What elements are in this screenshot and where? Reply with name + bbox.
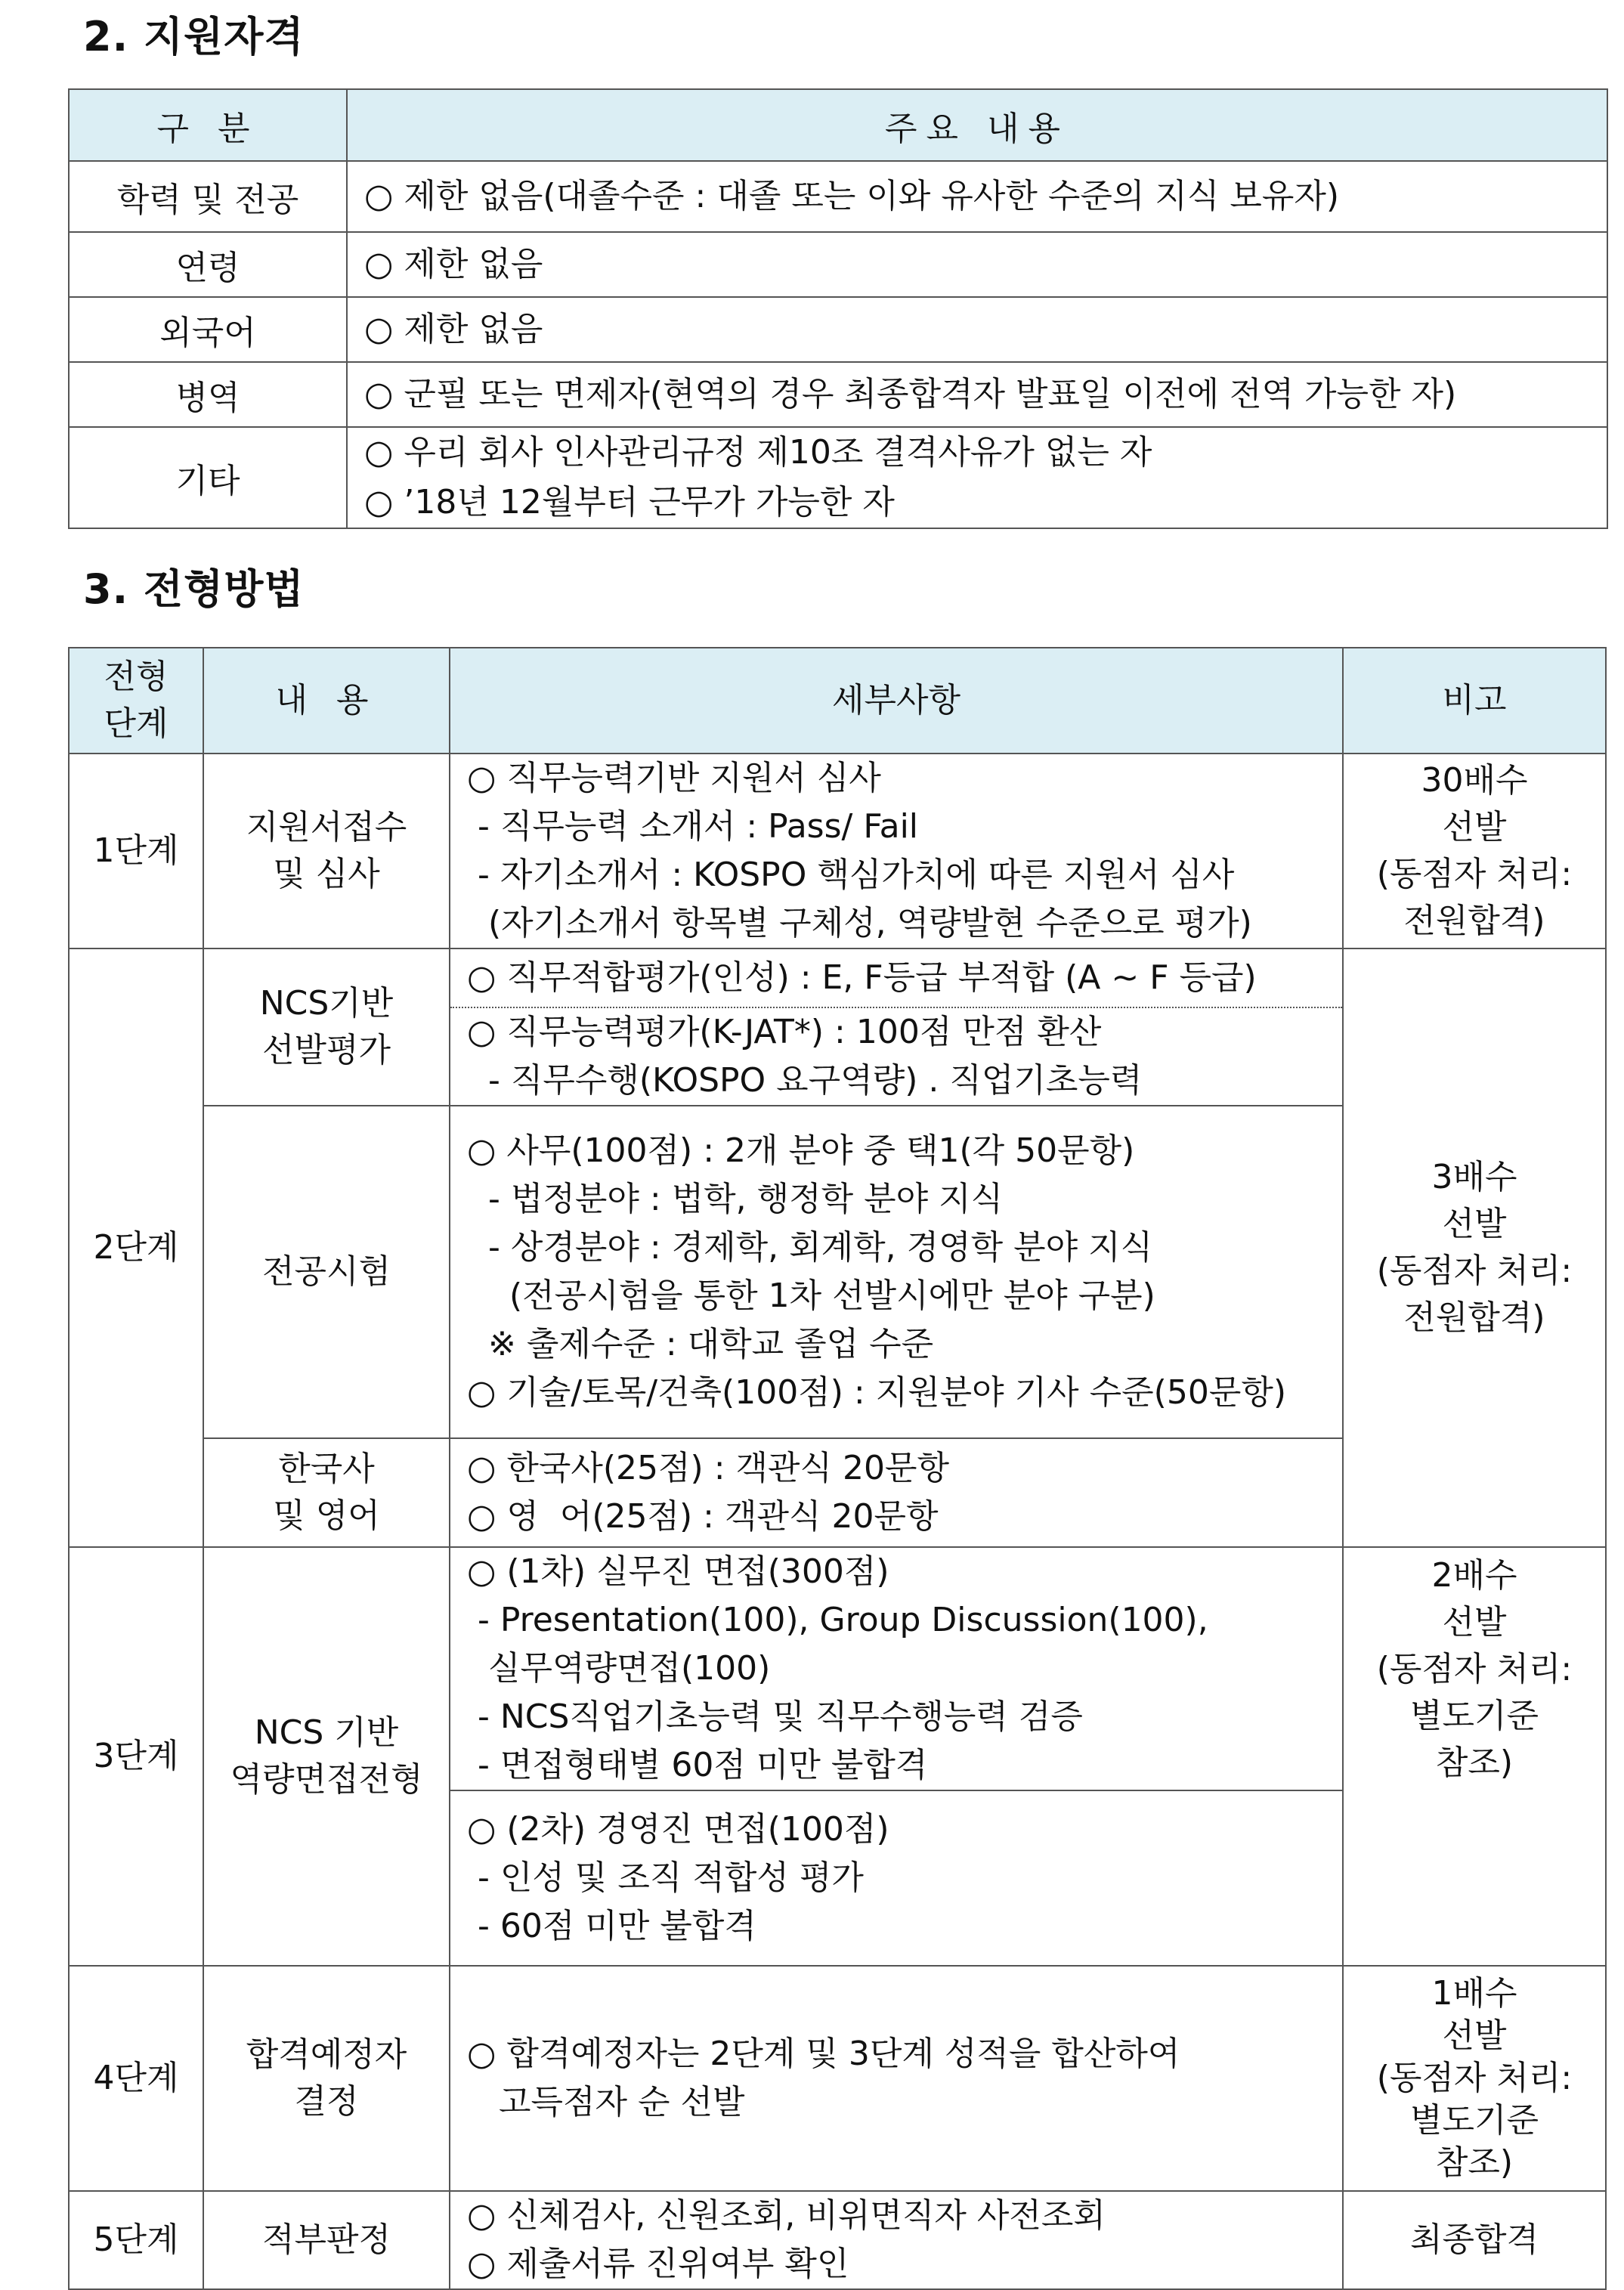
- stage-detail: [450, 2191, 1343, 2289]
- stage-content: [203, 1966, 450, 2191]
- note-line: 참조): [1435, 2143, 1514, 2182]
- row-content: [347, 362, 1607, 427]
- note-line: 선발: [1442, 2016, 1507, 2055]
- row-category: 기타: [69, 427, 347, 528]
- header-content: 내 용: [203, 648, 450, 754]
- header-stage-line: 단계: [104, 704, 169, 743]
- row-content: [347, 161, 1607, 232]
- stage-content: [203, 1106, 450, 1438]
- detail-line: - 면접형태별 60점 미만 불합격: [467, 1746, 928, 1784]
- stage-detail: [450, 1007, 1343, 1106]
- stage-content: [203, 1547, 450, 1966]
- detail-line: 실무역량면접(100): [467, 1649, 771, 1688]
- stage-detail: [450, 1966, 1343, 2191]
- note-line: 2배수: [1431, 1555, 1517, 1595]
- row-content: [347, 297, 1607, 362]
- content-line: NCS 기반: [254, 1713, 399, 1752]
- table-header-row: [69, 89, 1607, 161]
- detail-line: - NCS직업기초능력 및 직무수행능력 검증: [467, 1697, 1083, 1736]
- table-row-stage1: [69, 754, 1606, 948]
- note-line: (동점자 처리:: [1376, 855, 1573, 893]
- content-line: 적부판정: [261, 2220, 391, 2259]
- table-row-stage5: [69, 2191, 1606, 2289]
- table-row-stage2-ncs-a: [69, 948, 1606, 1007]
- detail-line: ○ 합격예정자는 2단계 및 3단계 성적을 합산하여: [467, 2035, 1180, 2073]
- header-detail: 세부사항: [450, 648, 1343, 754]
- note-line: 전원합격): [1403, 1298, 1545, 1337]
- stage-detail: [450, 1106, 1343, 1438]
- detail-line: - 60점 미만 불합격: [467, 1907, 756, 1945]
- detail-line: (자기소개서 항목별 구체성, 역량발현 수준으로 평가): [467, 904, 1252, 942]
- detail-line: - 인성 및 조직 적합성 평가: [467, 1858, 864, 1897]
- stage-label: 3단계: [69, 1547, 203, 1966]
- note-line: 30배수: [1421, 761, 1528, 800]
- row-category: 외국어: [69, 297, 347, 362]
- stage-detail: [450, 1547, 1343, 1790]
- note-line: 1배수: [1431, 1974, 1517, 2013]
- content-line: 지원서접수: [246, 808, 407, 846]
- stage-label: 1단계: [69, 754, 203, 948]
- detail-line: ○ (2차) 경영진 면접(100점): [467, 1810, 889, 1849]
- stage-content: [203, 2191, 450, 2289]
- header-content: 주요 내용: [347, 89, 1607, 161]
- stage-note: [1343, 2191, 1606, 2289]
- note-line: 참조): [1435, 1743, 1514, 1782]
- stage-label: 2단계: [69, 948, 203, 1547]
- table-row-stage4: [69, 1966, 1606, 2191]
- content-line: ○ 제한 없음(대졸수준 : 대졸 또는 이와 유사한 수준의 지식 보유자): [364, 177, 1340, 215]
- detail-line: - 자기소개서 : KOSPO 핵심가치에 따른 지원서 심사: [467, 856, 1235, 894]
- content-line: ○ 우리 회사 인사관리규정 제10조 결격사유가 없는 자: [364, 433, 1152, 472]
- stage-detail: [450, 1790, 1343, 1966]
- row-content: [347, 232, 1607, 297]
- content-line: 한국사: [278, 1450, 375, 1488]
- detail-line: ○ 신체검사, 신원조회, 비위면직자 사전조회: [467, 2196, 1106, 2235]
- stage-detail: [450, 948, 1343, 1007]
- table-row: [69, 161, 1607, 232]
- stage-note-empty: [1343, 1790, 1606, 1966]
- note-line: 별도기준: [1409, 2101, 1539, 2140]
- stage-note: [1343, 1547, 1606, 1790]
- content-line: 및 영어: [273, 1496, 380, 1535]
- content-line: ○ 군필 또는 면제자(현역의 경우 최종합격자 발표일 이전에 전역 가능한 자): [364, 375, 1457, 413]
- detail-line: ○ 제출서류 진위여부 확인: [467, 2245, 849, 2283]
- detail-line: ○ 직무적합평가(인성) : E, F등급 부적합 (A ~ F 등급): [467, 958, 1257, 997]
- table-header-row: [69, 648, 1606, 754]
- stage-label: 4단계: [69, 1966, 203, 2191]
- content-line: ○ ’18년 12월부터 근무가 가능한 자: [364, 483, 895, 521]
- content-line: 역량면접전형: [230, 1760, 423, 1799]
- content-line: 선발평가: [261, 1031, 391, 1069]
- detail-line: - 직무수행(KOSPO 요구역량) . 직업기초능력: [467, 1061, 1143, 1100]
- header-stage: [69, 648, 203, 754]
- stage-note: [1343, 948, 1606, 1547]
- table-row: [69, 362, 1607, 427]
- detail-line: - 상경분야 : 경제학, 회계학, 경영학 분야 지식: [467, 1228, 1153, 1267]
- stage-content: [203, 1438, 450, 1547]
- stage-content: [203, 754, 450, 948]
- note-line: 최종합격: [1409, 2220, 1539, 2259]
- note-line: (동점자 처리:: [1376, 2059, 1573, 2097]
- note-line: (동점자 처리:: [1376, 1649, 1573, 1688]
- detail-line: 고득점자 순 선발: [467, 2083, 745, 2121]
- detail-line: - 법정분야 : 법학, 행정학 분야 지식: [467, 1180, 1004, 1218]
- table-row: [69, 297, 1607, 362]
- note-line: 3배수: [1431, 1158, 1517, 1196]
- content-line: 합격예정자: [246, 2035, 407, 2074]
- selection-table: [68, 647, 1607, 2290]
- detail-line: - 직무능력 소개서 : Pass/ Fail: [467, 807, 919, 846]
- header-stage-line: 전형: [104, 658, 169, 696]
- content-line: ○ 제한 없음: [364, 310, 543, 348]
- table-row-stage3-a: [69, 1547, 1606, 1790]
- content-line: ○ 제한 없음: [364, 245, 543, 283]
- stage-label: 5단계: [69, 2191, 203, 2289]
- row-content: [347, 427, 1607, 528]
- header-category: 구 분: [69, 89, 347, 161]
- row-category: 병역: [69, 362, 347, 427]
- note-line: 별도기준: [1409, 1696, 1539, 1735]
- note-line: 전원합격): [1403, 902, 1545, 940]
- table-row: [69, 427, 1607, 528]
- content-line: 및 심사: [273, 855, 380, 893]
- detail-line: ※ 출제수준 : 대학교 졸업 수준: [467, 1325, 934, 1363]
- note-line: 선발: [1442, 808, 1507, 846]
- detail-line: ○ 영 어(25점) : 객관식 20문항: [467, 1497, 939, 1536]
- content-line: 전공시험: [261, 1252, 391, 1291]
- section-title-qualification: 2. 지원자격: [83, 13, 305, 60]
- row-category: 연령: [69, 232, 347, 297]
- header-note: 비고: [1343, 648, 1606, 754]
- row-category: 학력 및 전공: [69, 161, 347, 232]
- stage-note: [1343, 1966, 1606, 2191]
- note-line: 선발: [1442, 1205, 1507, 1243]
- qualification-table: [68, 88, 1608, 529]
- content-line: 결정: [294, 2082, 359, 2121]
- detail-line: ○ 사무(100점) : 2개 분야 중 택1(각 50문항): [467, 1131, 1135, 1170]
- note-line: 선발: [1442, 1602, 1507, 1642]
- stage-detail: [450, 754, 1343, 948]
- detail-line: (전공시험을 통한 1차 선발시에만 분야 구분): [467, 1277, 1155, 1315]
- table-row: [69, 232, 1607, 297]
- stage-note: [1343, 754, 1606, 948]
- stage-content: [203, 948, 450, 1106]
- detail-line: ○ 직무능력평가(K-JAT*) : 100점 만점 환산: [467, 1013, 1102, 1051]
- detail-line: ○ 한국사(25점) : 객관식 20문항: [467, 1449, 950, 1487]
- detail-line: ○ 기술/토목/건축(100점) : 지원분야 기사 수준(50문항): [467, 1373, 1286, 1412]
- detail-line: ○ 직무능력기반 지원서 심사: [467, 759, 881, 797]
- detail-line: - Presentation(100), Group Discussion(100),: [467, 1601, 1208, 1639]
- detail-line: ○ (1차) 실무진 면접(300점): [467, 1552, 889, 1591]
- stage-detail: [450, 1438, 1343, 1547]
- section-title-selection: 3. 전형방법: [83, 565, 305, 613]
- content-line: NCS기반: [259, 984, 394, 1023]
- note-line: (동점자 처리:: [1376, 1252, 1573, 1290]
